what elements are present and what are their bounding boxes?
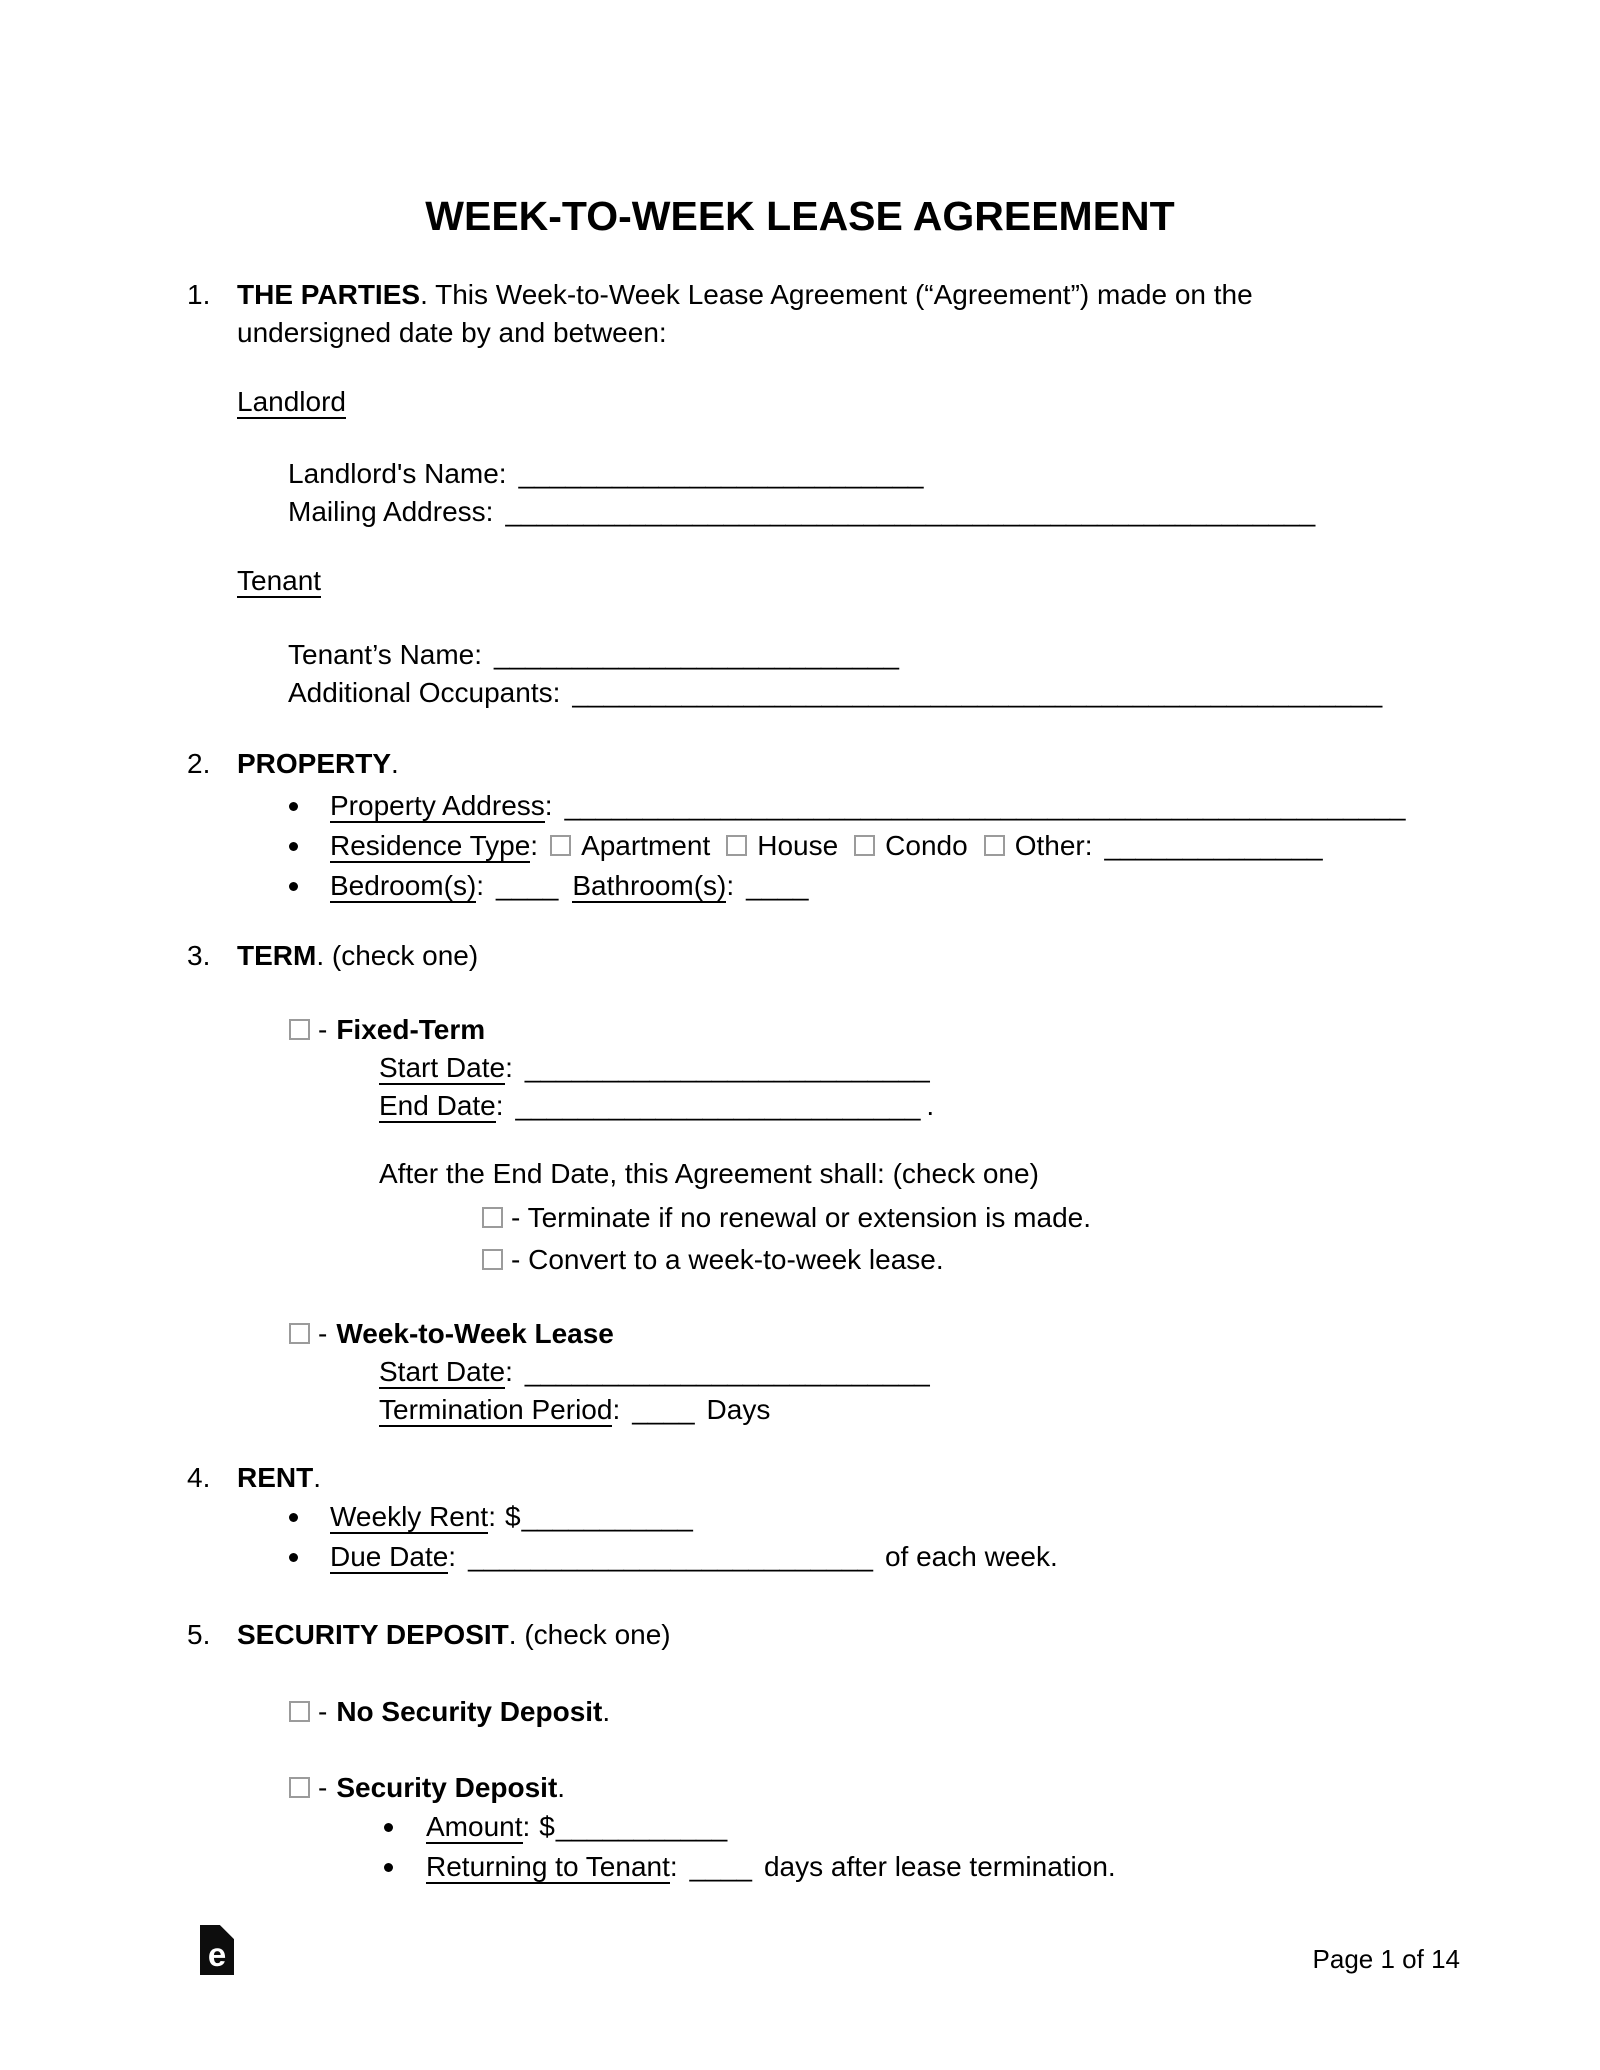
- document-title: WEEK-TO-WEEK LEASE AGREEMENT: [425, 193, 1175, 239]
- property-heading-line: [237, 745, 1450, 783]
- colon: :: [476, 870, 485, 901]
- period: .: [391, 748, 399, 779]
- blank-mailing-address[interactable]: ____________________________________________________: [505, 496, 1316, 527]
- period: .: [926, 1090, 935, 1121]
- dash: -: [318, 1696, 328, 1727]
- start-date-label: Start Date: [379, 1052, 506, 1083]
- section-number: 2.: [187, 748, 211, 779]
- returning-to-tenant-line: [237, 1847, 1450, 1887]
- returning-label: Returning to Tenant: [426, 1851, 670, 1882]
- section-number: 4.: [187, 1462, 211, 1493]
- blank-deposit-amount[interactable]: ___________: [555, 1811, 728, 1842]
- termination-period-suffix: Days: [706, 1394, 771, 1425]
- blank-weekly-start-date[interactable]: __________________________: [524, 1356, 930, 1387]
- bedroom-label: Bedroom(s): [330, 870, 477, 901]
- checkbox-apartment[interactable]: [550, 835, 571, 856]
- page-number: Page 1 of 14: [1312, 1944, 1460, 1974]
- colon: :: [1084, 830, 1093, 861]
- residence-type-label: Residence Type: [330, 830, 531, 861]
- dollar-sign: $: [539, 1811, 555, 1842]
- due-date-suffix: of each week.: [884, 1541, 1058, 1572]
- tenant-heading: Tenant: [237, 565, 322, 596]
- logo-letter: e: [207, 1935, 227, 1973]
- checkbox-week-to-week[interactable]: [289, 1323, 310, 1344]
- section-rent: [187, 1459, 1450, 1577]
- colon: :: [505, 1052, 513, 1083]
- blank-other-residence[interactable]: ______________: [1104, 830, 1323, 861]
- due-date-line: [237, 1537, 1450, 1577]
- checkbox-security-deposit[interactable]: [289, 1777, 310, 1798]
- section-number: 5.: [187, 1619, 211, 1650]
- terminate-option-line: [482, 1197, 1450, 1239]
- option-condo: Condo: [885, 830, 968, 861]
- rent-heading-line: [237, 1459, 1450, 1497]
- no-security-deposit-label: No Security Deposit: [336, 1696, 603, 1727]
- termination-period-label: Termination Period: [379, 1394, 613, 1425]
- end-date-label: End Date: [379, 1090, 496, 1121]
- eforms-logo: [200, 1925, 234, 1975]
- parties-intro-line2: undersigned date by and between:: [237, 317, 667, 348]
- section-heading: RENT: [237, 1462, 314, 1493]
- blank-fixed-start-date[interactable]: __________________________: [524, 1052, 930, 1083]
- colon: :: [669, 1851, 678, 1882]
- document-content: [187, 276, 1450, 1887]
- weekly-rent-line: [237, 1497, 1450, 1537]
- section-heading: TERM: [237, 940, 317, 971]
- deposit-heading-line: [237, 1616, 1450, 1654]
- fixed-term-option-line: [289, 1011, 1450, 1049]
- blank-termination-period[interactable]: ____: [632, 1394, 695, 1425]
- landlord-name-label: Landlord's Name:: [288, 458, 507, 489]
- security-deposit-label: Security Deposit: [336, 1772, 558, 1803]
- fixed-end-date-line: [379, 1087, 1450, 1125]
- checkbox-other[interactable]: [984, 835, 1005, 856]
- amount-label: Amount: [426, 1811, 523, 1842]
- tenant-heading-line: [237, 562, 1450, 600]
- option-apartment: Apartment: [581, 830, 711, 861]
- colon: :: [488, 1501, 496, 1532]
- blank-weekly-rent[interactable]: ___________: [521, 1501, 693, 1532]
- colon: :: [544, 790, 553, 821]
- colon: :: [448, 1541, 457, 1572]
- section-term: [187, 937, 1450, 1429]
- occupants-line: [288, 674, 1450, 712]
- checkbox-terminate[interactable]: [482, 1207, 503, 1228]
- blank-tenant-name[interactable]: __________________________: [494, 639, 899, 670]
- dash: -: [318, 1014, 328, 1045]
- fixed-term-label: Fixed-Term: [336, 1014, 486, 1045]
- section-security-deposit: [187, 1616, 1450, 1887]
- bullet-dot: [289, 802, 298, 811]
- after-end-date-line: [379, 1155, 1450, 1193]
- landlord-name-line: [288, 455, 1450, 493]
- section-number: 1.: [187, 279, 211, 310]
- termination-period-line: [379, 1391, 1450, 1429]
- blank-bedrooms[interactable]: ____: [496, 870, 559, 901]
- section-number: 3.: [187, 940, 211, 971]
- terminate-option-text: - Terminate if no renewal or extension is made.: [511, 1202, 1091, 1233]
- property-address-label: Property Address: [330, 790, 545, 821]
- mailing-address-line: [288, 493, 1450, 531]
- colon: :: [612, 1394, 621, 1425]
- section-heading: THE PARTIES: [237, 279, 421, 310]
- week-to-week-option-line: [289, 1315, 1450, 1353]
- term-heading-suffix: . (check one): [316, 940, 479, 971]
- convert-option-line: [482, 1239, 1450, 1281]
- bullet-dot: [289, 882, 298, 891]
- landlord-heading: Landlord: [237, 386, 346, 417]
- occupants-label: Additional Occupants:: [288, 677, 561, 708]
- colon: :: [505, 1356, 513, 1387]
- colon: :: [522, 1811, 531, 1842]
- blank-property-address[interactable]: ______________________________________________________: [564, 790, 1406, 821]
- colon: :: [495, 1090, 504, 1121]
- due-date-label: Due Date: [330, 1541, 449, 1572]
- weekly-rent-label: Weekly Rent: [330, 1501, 489, 1532]
- option-other: Other: [1014, 830, 1085, 861]
- period: .: [602, 1696, 611, 1727]
- section-heading: PROPERTY: [237, 748, 392, 779]
- deposit-amount-line: [237, 1807, 1450, 1847]
- section-the-parties: [187, 276, 1450, 712]
- start-date-label: Start Date: [379, 1356, 506, 1387]
- no-security-deposit-line: [289, 1693, 1450, 1731]
- mailing-address-label: Mailing Address:: [288, 496, 494, 527]
- fixed-start-date-line: [379, 1049, 1450, 1087]
- checkbox-fixed-term[interactable]: [289, 1019, 310, 1040]
- dash: -: [318, 1318, 328, 1349]
- weekly-start-date-line: [379, 1353, 1450, 1391]
- blank-landlord-name[interactable]: __________________________: [518, 458, 924, 489]
- property-address-line: [237, 786, 1450, 826]
- bedroom-bathroom-line: [237, 866, 1450, 906]
- returning-suffix: days after lease termination.: [763, 1851, 1116, 1882]
- section-property: [187, 745, 1450, 906]
- bullet-dot: [384, 1823, 393, 1832]
- option-house: House: [757, 830, 839, 861]
- convert-option-text: - Convert to a week-to-week lease.: [511, 1244, 944, 1275]
- period: .: [313, 1462, 322, 1493]
- dollar-sign: $: [505, 1501, 521, 1532]
- checkbox-condo[interactable]: [854, 835, 875, 856]
- residence-type-line: [237, 826, 1450, 866]
- bullet-dot: [289, 1553, 298, 1562]
- blank-bathrooms[interactable]: ____: [746, 870, 809, 901]
- section-heading: SECURITY DEPOSIT: [237, 1619, 509, 1650]
- dash: -: [318, 1772, 328, 1803]
- parties-intro-line1: . This Week-to-Week Lease Agreement (“Agreement”) made on the: [420, 279, 1253, 310]
- checkbox-no-security-deposit[interactable]: [289, 1701, 310, 1722]
- deposit-heading-suffix: . (check one): [508, 1619, 671, 1650]
- tenant-name-line: [288, 636, 1450, 674]
- bathroom-label: Bathroom(s): [572, 870, 727, 901]
- blank-fixed-end-date[interactable]: __________________________: [515, 1090, 921, 1121]
- parties-intro: [237, 276, 1450, 352]
- after-end-date-text: After the End Date, this Agreement shall: (check one): [379, 1158, 1039, 1189]
- week-to-week-label: Week-to-Week Lease: [336, 1318, 614, 1349]
- blank-due-date[interactable]: __________________________: [468, 1541, 873, 1572]
- bullet-dot: [289, 1513, 298, 1522]
- period: .: [557, 1772, 566, 1803]
- colon: :: [726, 870, 735, 901]
- bullet-dot: [384, 1863, 393, 1872]
- tenant-name-label: Tenant’s Name:: [288, 639, 483, 670]
- blank-returning-days[interactable]: ____: [689, 1851, 752, 1882]
- blank-occupants[interactable]: ____________________________________________________: [572, 677, 1383, 708]
- checkbox-convert[interactable]: [482, 1249, 503, 1270]
- bullet-dot: [289, 842, 298, 851]
- landlord-heading-line: [237, 383, 1450, 421]
- colon: :: [530, 830, 539, 861]
- checkbox-house[interactable]: [726, 835, 747, 856]
- term-heading-line: [237, 937, 1450, 975]
- security-deposit-line: [289, 1769, 1450, 1807]
